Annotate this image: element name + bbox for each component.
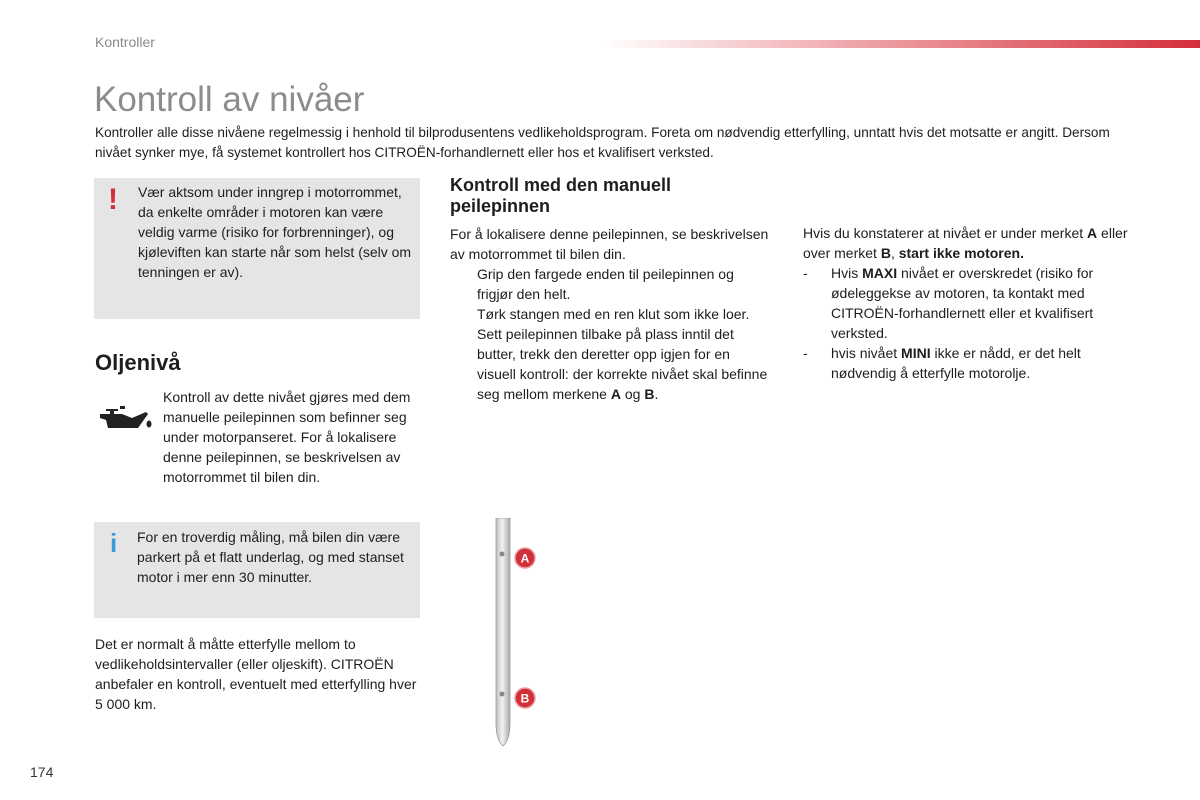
text-part: Hvis du konstaterer at nivået er under merket <box>803 225 1088 241</box>
oil-level-heading: Oljenivå <box>95 350 181 375</box>
pointing-hand-icon <box>450 324 477 404</box>
marker-b-label: B <box>520 691 530 706</box>
and-word: og <box>624 386 641 402</box>
intro-text: Kontroller alle disse nivåene regelmessig i henhold til bilprodusentens vedlikeholdsprogram. Foreta om nødvendig etterfylling, unntatt hvis det motsatte er angitt. Dersom nivået synker mye, få systemet kontrollert hos CITROËN-forhandlernett eller hos et kvalifisert verksted. <box>95 125 1110 160</box>
level-check-section <box>803 223 1133 383</box>
manual-dipstick-section <box>450 224 770 404</box>
dipstick-illustration <box>488 518 548 750</box>
marker-b-icon <box>515 688 535 708</box>
list-item <box>450 324 770 404</box>
mark-a-label: A <box>1087 225 1098 241</box>
text-part: nivået er overskredet (risiko for ødeleggekse av motoren, ta kontakt med CITROËN-forhandlernett eller et kvalifisert verksted. <box>831 265 1094 341</box>
section-label: Kontroller <box>95 34 155 50</box>
text-part: ikke er nådd, er det helt nødvendig å etterfylle motorolje. <box>831 345 1081 381</box>
mini-label: MINI <box>901 345 931 361</box>
mark-b-label: B <box>644 386 655 402</box>
step-text: Tørk stangen med en ren klut som ikke loer. <box>477 306 750 322</box>
manual-dipstick-heading: Kontroll med den manuell peilepinnen <box>450 175 672 216</box>
list-item <box>803 263 1133 343</box>
manual-dipstick-intro: For å lokalisere denne peilepinnen, se beskrivelsen av motorrommet til bilen din. <box>450 226 769 262</box>
pointing-hand-icon <box>450 304 477 324</box>
text-part: , <box>890 245 899 261</box>
list-item <box>450 304 770 324</box>
level-check-intro <box>803 223 1133 263</box>
step-text: Grip den fargede enden til peilepinnen og frigjør den helt. <box>477 266 734 302</box>
oil-level-text: Kontroll av dette nivået gjøres med dem manuelle peilepinnen som befinner seg under motorpanseret. For å lokalisere denne peilepinnen, se beskrivelsen av motorrommet til bilen din. <box>163 389 411 485</box>
item-text <box>831 263 1133 343</box>
page-number: 174 <box>30 764 54 780</box>
item-text <box>831 343 1133 383</box>
maxi-label: MAXI <box>862 265 898 281</box>
refill-note-text: Det er normalt å måtte etterfylle mellom to vedlikeholdsintervaller (eller oljeskift). CITROËN anbefaler en kontroll, eventuelt med etterfylling hver 5 000 km. <box>95 636 417 712</box>
warning-text: Vær aktsom under inngrep i motorrommet, da enkelte områder i motoren kan være veldig varme (risiko for forbrenninger), og kjøleviften kan starte når som helst (selv om tenningen er av). <box>138 184 412 280</box>
oil-can-icon <box>98 404 154 436</box>
pointing-hand-icon <box>450 264 477 304</box>
list-item <box>803 343 1133 383</box>
dash-marker: - <box>803 345 808 361</box>
period: . <box>654 386 659 402</box>
mark-a-label: A <box>610 386 621 402</box>
mark-b-label: B <box>880 245 891 261</box>
header-accent-bar <box>600 40 1200 48</box>
marker-a-label: A <box>520 551 530 566</box>
text-part: hvis nivået <box>831 345 902 361</box>
text-part: Hvis <box>831 265 863 281</box>
dash-marker: - <box>803 265 808 281</box>
engine-warning: start ikke motoren. <box>898 245 1024 261</box>
marker-a-icon <box>515 548 535 568</box>
warning-exclamation-icon: ! <box>108 183 118 216</box>
step-text-group <box>477 324 770 404</box>
text-part: eller over merket <box>803 225 1128 261</box>
step-text: Sett peilepinnen tilbake på plass inntil det butter, trekk den deretter opp igjen for en visuell kontroll: der korrekte nivået skal befinne seg mellom merkene <box>477 326 768 402</box>
info-icon: i <box>110 528 118 558</box>
info-text: For en troverdig måling, må bilen din være parkert på et flatt underlag, og med stanset motor i mer enn 30 minutter. <box>137 529 404 585</box>
list-item <box>450 264 770 304</box>
page-title: Kontroll av nivåer <box>94 80 365 119</box>
